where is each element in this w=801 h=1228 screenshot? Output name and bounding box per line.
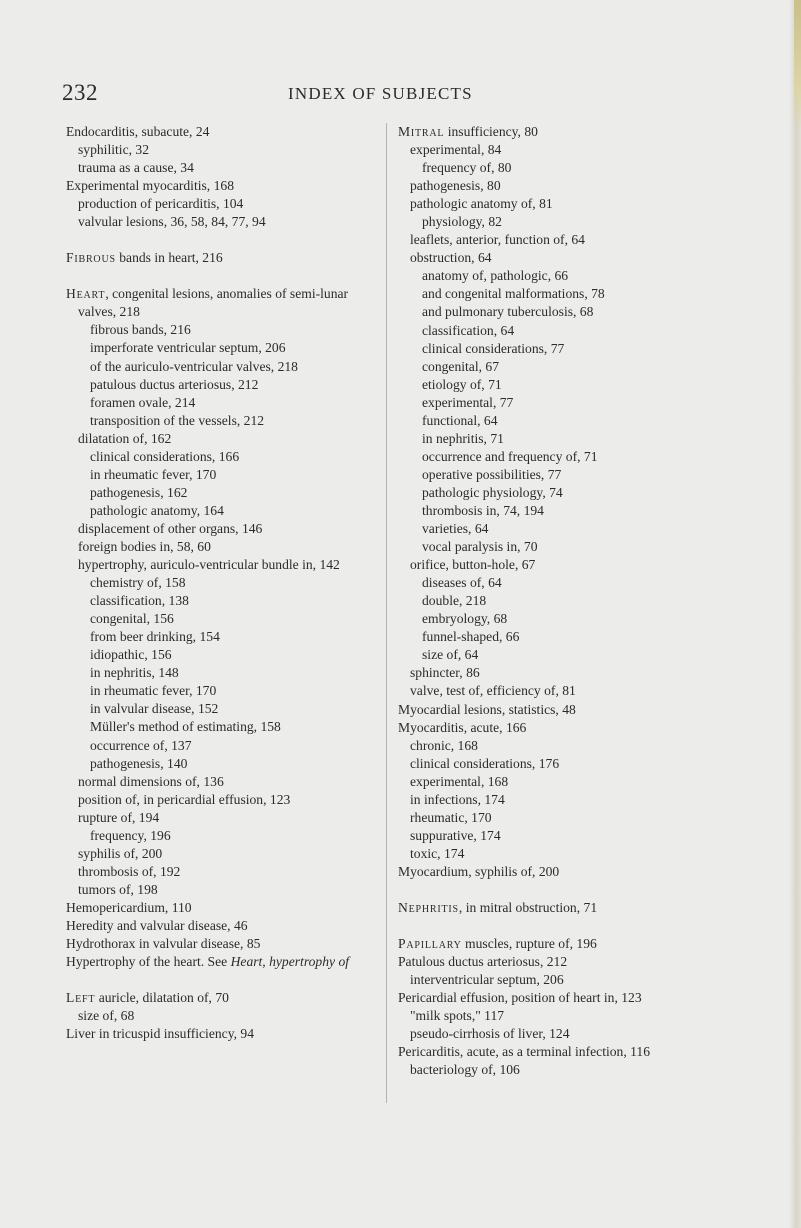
index-subentry [66,141,373,159]
index-entry [66,989,373,1007]
entry-text: , congenital lesions, anomalies of semi-lunar valves, 218 [78,286,349,320]
index-subentry [66,195,373,213]
index-subentry [66,339,373,357]
entry-heading-word: Heart [66,286,106,302]
index-subentry [398,682,738,700]
index-subentry [398,376,738,394]
index-subentry [398,809,738,827]
index-subentry [66,358,373,376]
entry-text: valve, test of, efficiency of, 81 [410,683,576,699]
index-subentry [398,773,738,791]
index-subentry [66,610,373,628]
entry-text: pathogenesis, 162 [90,484,188,500]
entry-text: Hydrothorax in valvular disease, 85 [66,936,261,952]
index-entry [398,935,738,953]
entry-text: operative possibilities, 77 [422,466,562,482]
index-entry [66,177,373,195]
index-subentry [66,213,373,231]
entry-heading-word: Papillary [398,936,462,952]
entry-text: Experimental myocarditis, 168 [66,178,234,194]
entry-text: occurrence of, 137 [90,737,192,753]
entry-text: chronic, 168 [410,737,478,753]
entry-text: orifice, button-hole, 67 [410,557,536,573]
entry-text: size of, 64 [422,647,479,663]
entry-text: Myocardial lesions, statistics, 48 [398,701,576,717]
index-subentry [398,664,738,682]
entry-text: frequency of, 80 [422,160,512,176]
index-subentry [398,177,738,195]
entry-text: in rheumatic fever, 170 [90,466,217,482]
entry-text: in valvular disease, 152 [90,701,219,717]
entry-text: insufficiency, 80 [444,124,538,139]
index-subentry [398,231,738,249]
index-entry [66,249,373,267]
index-subentry [66,845,373,863]
index-subentry [66,159,373,177]
entry-text: classification, 64 [422,322,515,338]
entry-text: syphilitic, 32 [78,142,149,158]
index-subentry [66,646,373,664]
cross-reference: Heart, hypertrophy of [230,954,350,970]
entry-text: experimental, 77 [422,394,514,410]
running-title: INDEX OF SUBJECTS [288,84,473,103]
entry-text: in nephritis, 148 [90,665,179,681]
index-entry [398,719,738,737]
entry-text: position of, in pericardial effusion, 123 [78,791,291,807]
index-subentry [398,484,738,502]
index-subentry [398,646,738,664]
index-subentry [66,664,373,682]
entry-text: syphilis of, 200 [78,845,163,861]
entry-text: vocal paralysis in, 70 [422,539,538,555]
index-subentry [66,556,373,574]
entry-text: dilatation of, 162 [78,430,172,446]
index-subentry [398,628,738,646]
entry-text: experimental, 84 [410,142,502,158]
index-subentry [398,322,738,340]
index-subentry [66,718,373,736]
entry-text: and congenital malformations, 78 [422,286,605,302]
index-entry [398,953,738,971]
index-subentry [398,827,738,845]
entry-text: physiology, 82 [422,214,502,230]
index-entry [66,917,373,935]
index-subentry [398,213,738,231]
index-subentry [398,430,738,448]
index-entry [66,953,373,971]
index-subentry [398,538,738,556]
entry-text: Myocarditis, acute, 166 [398,719,527,735]
entry-text: embryology, 68 [422,611,508,627]
entry-text: occurrence and frequency of, 71 [422,448,598,464]
entry-text: rheumatic, 170 [410,809,492,825]
index-subentry [66,700,373,718]
index-subentry [398,358,738,376]
index-subentry [66,827,373,845]
entry-text: clinical considerations, 166 [90,448,240,464]
index-entry [66,899,373,917]
index-subentry [398,737,738,755]
entry-text: congenital, 156 [90,611,174,627]
entry-text: suppurative, 174 [410,827,501,843]
entry-text: production of pericarditis, 104 [78,196,244,212]
entry-spacer [398,917,738,935]
entry-text: functional, 64 [422,412,498,428]
entry-text: toxic, 174 [410,845,465,861]
entry-text: muscles, rupture of, 196 [461,936,597,952]
entry-text: in infections, 174 [410,791,505,807]
index-subentry [66,430,373,448]
entry-text: foreign bodies in, 58, 60 [78,538,211,554]
page-edge [789,0,801,1228]
index-subentry [398,610,738,628]
entry-text: Hemopericardium, 110 [66,899,192,915]
index-column-left [66,123,373,1043]
entry-text: in rheumatic fever, 170 [90,683,217,699]
index-subentry [66,574,373,592]
entry-text: Pericarditis, acute, as a terminal infection, 116 [398,1044,651,1060]
index-entry [398,1043,738,1061]
index-entry [66,935,373,953]
index-subentry [398,267,738,285]
entry-text: sphincter, 86 [410,665,480,681]
entry-text: and pulmonary tuberculosis, 68 [422,304,594,320]
page-edge-stain [794,0,801,130]
entry-text: displacement of other organs, 146 [78,520,263,536]
entry-spacer [66,971,373,989]
index-subentry [66,881,373,899]
index-subentry [66,412,373,430]
entry-text: thrombosis in, 74, 194 [422,502,544,518]
index-entry [66,123,373,141]
entry-spacer [398,881,738,899]
entry-text: "milk spots," 117 [410,1008,505,1024]
entry-text: double, 218 [422,593,487,609]
index-subentry [66,484,373,502]
entry-text: chemistry of, 158 [90,575,186,591]
entry-text: clinical considerations, 176 [410,755,560,771]
entry-text: thrombosis of, 192 [78,863,181,879]
entry-text: Pericardial effusion, position of heart in, 123 [398,990,642,1006]
page-number: 232 [62,80,98,105]
index-subentry [66,520,373,538]
index-subentry [66,863,373,881]
entry-text: obstruction, 64 [410,250,492,266]
entry-text: pathogenesis, 140 [90,755,188,771]
entry-spacer [66,231,373,249]
index-subentry [398,556,738,574]
entry-text: Liver in tricuspid insufficiency, 94 [66,1026,255,1042]
entry-text: etiology of, 71 [422,376,502,392]
entry-text: bands in heart, 216 [115,250,223,266]
index-subentry [398,1061,738,1079]
index-subentry [66,791,373,809]
entry-text: size of, 68 [78,1008,135,1024]
entry-text: from beer drinking, 154 [90,629,220,645]
index-subentry [398,1007,738,1025]
index-subentry [66,809,373,827]
entry-text: normal dimensions of, 136 [78,773,224,789]
index-subentry [398,755,738,773]
entry-heading-word: Mitral [398,124,445,139]
entry-text: Myocardium, syphilis of, 200 [398,863,560,879]
index-subentry [398,1025,738,1043]
entry-text: pathologic anatomy, 164 [90,502,224,518]
entry-text: fibrous bands, 216 [90,322,191,338]
index-subentry [66,376,373,394]
index-subentry [398,394,738,412]
index-subentry [398,971,738,989]
entry-text: auricle, dilatation of, 70 [95,990,229,1006]
entry-text: funnel-shaped, 66 [422,629,520,645]
entry-text: classification, 138 [90,593,189,609]
entry-text: frequency, 196 [90,827,171,843]
index-subentry [66,321,373,339]
page-header [62,80,779,110]
entry-text: in nephritis, 71 [422,430,504,446]
index-subentry [398,195,738,213]
column-divider [386,123,387,1103]
entry-text: hypertrophy, auriculo-ventricular bundle in, 142 [78,557,340,573]
entry-text: congenital, 67 [422,358,500,374]
index-entry [398,863,738,881]
index-subentry [398,791,738,809]
index-subentry [398,285,738,303]
entry-text: Heredity and valvular disease, 46 [66,917,248,933]
entry-text: interventricular septum, 206 [410,972,564,988]
entry-text: of the auriculo-ventricular valves, 218 [90,358,298,374]
entry-text: Hypertrophy of the heart. See [66,954,231,970]
entry-text: pseudo-cirrhosis of liver, 124 [410,1026,570,1042]
entry-text: experimental, 168 [410,773,509,789]
index-subentry [398,466,738,484]
index-subentry [398,574,738,592]
index-subentry [66,466,373,484]
index-subentry [66,448,373,466]
entry-heading-word: Fibrous [66,250,116,266]
index-subentry [398,412,738,430]
index-column-right [398,123,738,1079]
index-subentry [398,249,738,267]
entry-text: transposition of the vessels, 212 [90,412,265,428]
entry-text: diseases of, 64 [422,575,502,591]
entry-text: foramen ovale, 214 [90,394,196,410]
index-subentry [66,1007,373,1025]
entry-text: Müller's method of estimating, 158 [90,719,281,735]
index-subentry [66,737,373,755]
index-subentry [66,394,373,412]
entry-text: , in mitral obstruction, 71 [458,899,598,915]
entry-text: pathogenesis, 80 [410,178,501,194]
entry-heading-word: Nephritis [398,899,459,915]
index-subentry [398,592,738,610]
index-subentry [398,340,738,358]
entry-text: rupture of, 194 [78,809,160,825]
index-subentry [398,520,738,538]
index-subentry [66,592,373,610]
entry-text: pathologic physiology, 74 [422,484,563,500]
index-subentry [66,682,373,700]
index-entry [398,989,738,1007]
entry-spacer [66,267,373,285]
index-entry [398,123,738,141]
index-subentry [66,755,373,773]
entry-text: pathologic anatomy of, 81 [410,196,553,212]
entry-text: valvular lesions, 36, 58, 84, 77, 94 [78,214,266,230]
index-subentry [66,502,373,520]
entry-text: idiopathic, 156 [90,647,172,663]
entry-text: anatomy of, pathologic, 66 [422,268,569,284]
entry-text: imperforate ventricular septum, 206 [90,340,286,356]
index-subentry [398,502,738,520]
index-subentry [398,159,738,177]
entry-text: varieties, 64 [422,521,489,537]
index-entry [398,701,738,719]
entry-heading-word: Left [66,990,96,1006]
index-subentry [66,773,373,791]
entry-text: bacteriology of, 106 [410,1062,520,1078]
entry-text: tumors of, 198 [78,881,158,897]
index-subentry [398,845,738,863]
index-subentry [398,141,738,159]
entry-text: patulous ductus arteriosus, 212 [90,376,259,392]
entry-text: leaflets, anterior, function of, 64 [410,232,585,248]
index-entry [66,285,373,321]
entry-text: clinical considerations, 77 [422,340,565,356]
entry-text: Patulous ductus arteriosus, 212 [398,954,568,970]
index-subentry [66,628,373,646]
index-entry [398,899,738,917]
entry-text: trauma as a cause, 34 [78,160,194,176]
index-subentry [66,538,373,556]
index-subentry [398,448,738,466]
index-entry [66,1025,373,1043]
entry-text: Endocarditis, subacute, 24 [66,124,210,139]
index-subentry [398,303,738,321]
